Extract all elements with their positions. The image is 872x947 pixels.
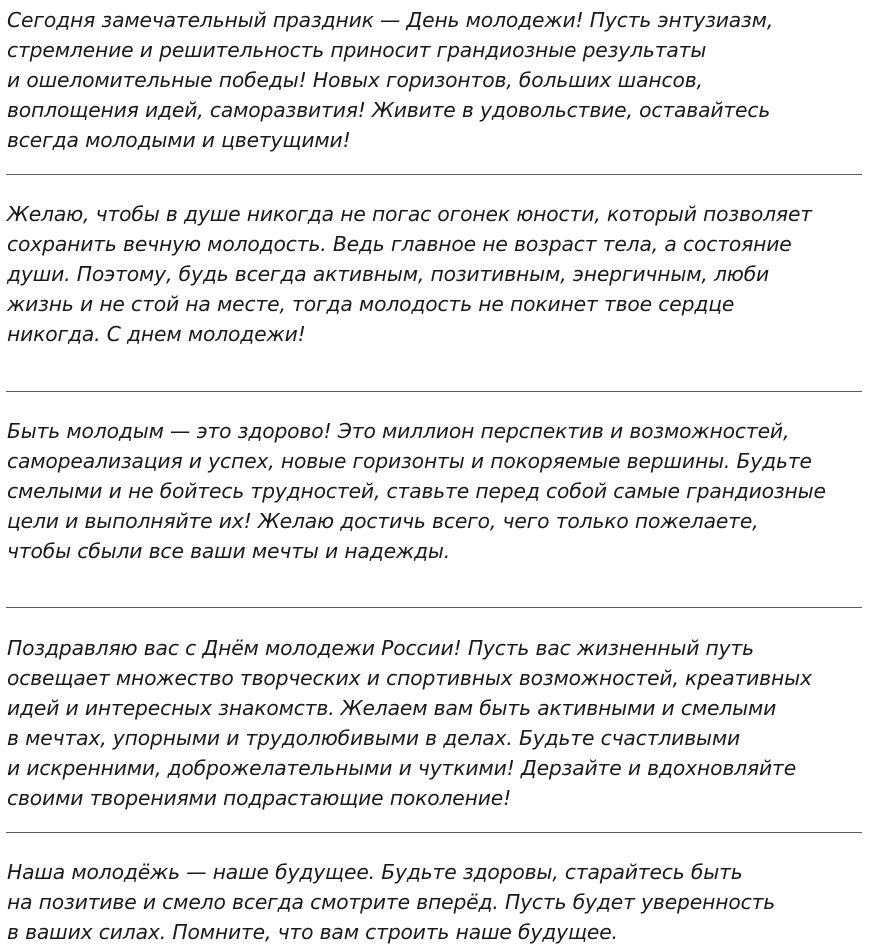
greeting-line: Желаю, чтобы в душе никогда не погас огонек юности, который позволяет <box>7 202 812 226</box>
greeting-line: смелыми и не бойтесь трудностей, ставьте перед собой самые грандиозные <box>7 479 826 503</box>
greeting-paragraph-3 <box>7 416 865 566</box>
divider <box>6 832 862 833</box>
greeting-line: воплощения идей, саморазвития! Живите в удовольствие, оставайтесь <box>7 98 771 122</box>
greeting-line: Поздравляю вас с Днём молодежи России! Пусть вас жизненный путь <box>7 636 754 660</box>
greeting-line: сохранить вечную молодость. Ведь главное не возраст тела, а состояние <box>7 232 792 256</box>
greeting-paragraph-5 <box>7 857 865 947</box>
greeting-line: освещает множество творческих и спортивных возможностей, креативных <box>7 666 812 690</box>
greeting-line: жизнь и не стой на месте, тогда молодость не покинет твое сердце <box>7 292 735 316</box>
greeting-line: идей и интересных знакомств. Желаем вам быть активными и смелыми <box>7 696 777 720</box>
greeting-line: души. Поэтому, будь всегда активным, позитивным, энергичным, люби <box>7 262 770 286</box>
greeting-paragraph-2 <box>7 199 865 349</box>
greeting-line: Наша молодёжь — наше будущее. Будьте здоровы, старайтесь быть <box>7 860 743 884</box>
greeting-line: самореализация и успех, новые горизонты и покоряемые вершины. Будьте <box>7 449 812 473</box>
divider <box>6 391 862 392</box>
greeting-line: цели и выполняйте их! Желаю достичь всего, чего только пожелаете, <box>7 509 759 533</box>
greeting-line: всегда молодыми и цветущими! <box>7 128 351 152</box>
divider <box>6 607 862 608</box>
greeting-line: на позитиве и смело всегда смотрите вперёд. Пусть будет уверенность <box>7 890 776 914</box>
greeting-line: в ваших силах. Помните, что вам строить наше будущее. <box>7 920 618 944</box>
greeting-line: и ошеломительные победы! Новых горизонтов, больших шансов, <box>7 68 703 92</box>
greeting-line: и искренними, доброжелательными и чуткими! Дерзайте и вдохновляйте <box>7 756 797 780</box>
greeting-line: чтобы сбыли все ваши мечты и надежды. <box>7 539 451 563</box>
greeting-line: стремление и решительность приносит грандиозные результаты <box>7 38 707 62</box>
greeting-line: своими творениями подрастающие поколение! <box>7 786 512 810</box>
greeting-line: Сегодня замечательный праздник — День молодежи! Пусть энтузиазм, <box>7 8 774 32</box>
greeting-line: никогда. С днем молодежи! <box>7 322 306 346</box>
greeting-paragraph-4 <box>7 633 865 813</box>
greeting-line: в мечтах, упорными и трудолюбивыми в делах. Будьте счастливыми <box>7 726 741 750</box>
greeting-paragraph-1 <box>7 5 865 155</box>
greeting-line: Быть молодым — это здорово! Это миллион перспектив и возможностей, <box>7 419 790 443</box>
divider <box>6 174 862 175</box>
